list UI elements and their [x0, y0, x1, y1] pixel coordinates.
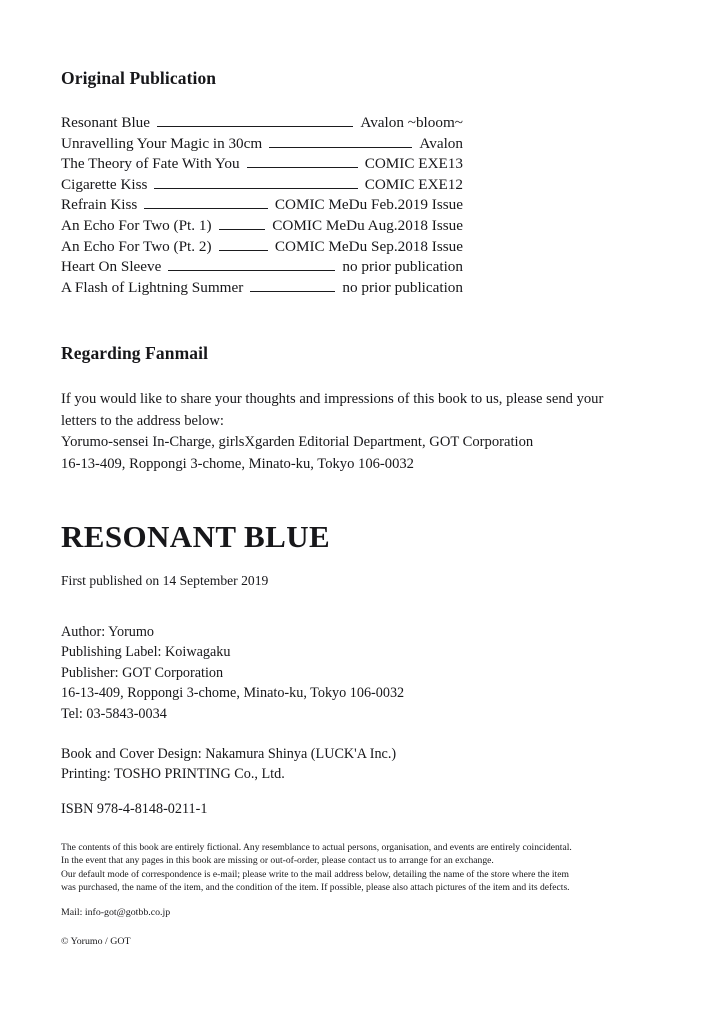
credit-telephone: Tel: 03-5843-0034: [61, 705, 167, 722]
credit-design: Book and Cover Design: Nakamura Shinya (LUCK'A Inc.): [61, 746, 397, 762]
list-item: [61, 216, 463, 237]
list-item: [61, 175, 463, 196]
page-title: RESONANT BLUE: [61, 519, 331, 554]
book-title-section: [61, 520, 661, 590]
list-item: [61, 237, 463, 258]
publication-title: An Echo For Two (Pt. 2): [61, 237, 212, 255]
publication-title: An Echo For Two (Pt. 1): [61, 216, 212, 234]
disclaimer-line-1: The contents of this book are entirely fictional. Any resemblance to actual persons, organisation, and events are entirely coincidental.: [61, 842, 572, 853]
credit-publishing-label: Publishing Label: Koiwagaku: [61, 644, 231, 661]
publication-source: COMIC MeDu Feb.2019 Issue: [274, 196, 463, 214]
fanmail-heading: Regarding Fanmail: [61, 343, 209, 363]
disclaimer-line-3: Our default mode of correspondence is e-mail; please write to the mail address below, detailing the name of the store where the item: [61, 868, 569, 880]
production-section: [61, 744, 661, 785]
fanmail-line-2: letters to the address below:: [61, 412, 224, 429]
publication-title: A Flash of Lightning Summer: [61, 278, 244, 296]
publication-source: no prior publication: [342, 258, 463, 276]
list-item: [61, 195, 463, 216]
publication-title: Resonant Blue: [61, 114, 151, 131]
original-publication-heading: Original Publication: [61, 68, 217, 88]
fanmail-editorial-department: Yorumo-sensei In-Charge, girlsXgarden Editorial Department, GOT Corporation: [61, 434, 534, 450]
fanmail-line-1: If you would like to share your thoughts and impressions of this book to us, please send your: [61, 391, 604, 407]
leader-rule: [168, 270, 335, 271]
fanmail-address: 16-13-409, Roppongi 3-chome, Minato-ku, Tokyo 106-0032: [61, 455, 414, 472]
credit-address: 16-13-409, Roppongi 3-chome, Minato-ku, Tokyo 106-0032: [61, 685, 405, 702]
publication-title: Unravelling Your Magic in 30cm: [61, 134, 263, 152]
leader-rule: [269, 147, 412, 148]
leader-rule: [144, 208, 267, 209]
publication-title: Heart On Sleeve: [61, 258, 162, 276]
disclaimer-section: [61, 841, 657, 894]
disclaimer-line-4: was purchased, the name of the item, and the condition of the item. If possible, please also attach pictures of the item and its defects.: [61, 881, 570, 893]
leader-rule: [250, 291, 335, 292]
publication-date: First published on 14 September 2019: [61, 573, 269, 589]
original-publication-section: [61, 68, 463, 298]
leader-rule: [219, 229, 266, 230]
credit-printing: Printing: TOSHO PRINTING Co., Ltd.: [61, 766, 285, 783]
publication-source: Avalon: [419, 134, 463, 152]
contact-email: Mail: info-got@gotbb.co.jp: [61, 907, 171, 918]
fanmail-section: [61, 343, 681, 475]
list-item: [61, 134, 463, 155]
list-item: [61, 154, 463, 175]
disclaimer-line-2: In the event that any pages in this book are missing or out-of-order, please contact us to arrange for an exchange.: [61, 855, 494, 867]
publication-source: COMIC EXE12: [364, 175, 463, 193]
leader-rule: [154, 188, 357, 189]
isbn-number: ISBN 978-4-8148-0211-1: [61, 801, 208, 817]
copyright-notice: © Yorumo / GOT: [61, 936, 131, 947]
credit-publisher: Publisher: GOT Corporation: [61, 664, 224, 681]
publication-source: COMIC MeDu Sep.2018 Issue: [274, 237, 463, 255]
original-publication-list: [61, 113, 463, 298]
credits-section: [61, 622, 661, 724]
publication-source: no prior publication: [342, 278, 463, 296]
list-item: [61, 278, 463, 299]
publication-title: The Theory of Fate With You: [61, 155, 240, 173]
isbn-section: [61, 799, 661, 819]
list-item: [61, 113, 463, 134]
leader-rule: [157, 126, 353, 127]
leader-rule: [219, 250, 268, 251]
publication-source: COMIC EXE13: [364, 155, 463, 173]
leader-rule: [247, 167, 358, 168]
publication-source: Avalon ~bloom~: [360, 114, 463, 131]
list-item: [61, 257, 463, 278]
publication-source: COMIC MeDu Aug.2018 Issue: [272, 216, 463, 234]
publication-title: Cigarette Kiss: [61, 175, 148, 193]
publication-title: Refrain Kiss: [61, 196, 138, 214]
fanmail-body: [61, 389, 681, 475]
credit-author: Author: Yorumo: [61, 624, 155, 640]
